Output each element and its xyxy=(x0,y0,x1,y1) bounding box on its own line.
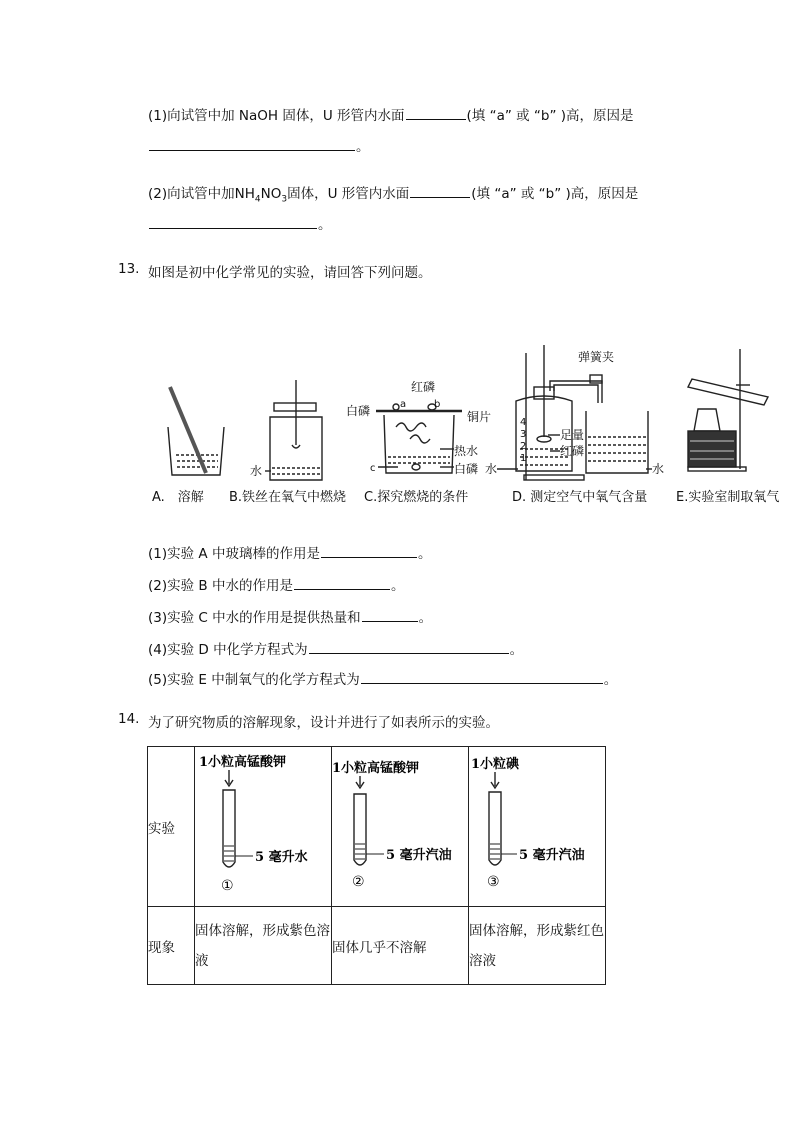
jar-b xyxy=(265,380,322,480)
figure-label-e: E.实验室制取氧气 xyxy=(676,490,780,505)
row-label: 现象 xyxy=(148,907,195,985)
q13-sub4: (4)实验 D 中化学方程式为 。 xyxy=(148,638,523,658)
row-label: 实验 xyxy=(148,747,195,907)
answer-blank[interactable] xyxy=(309,639,509,654)
label-water: 水 xyxy=(250,464,263,478)
label-a: a xyxy=(400,399,407,410)
question-number: 14. xyxy=(118,711,140,727)
label-hot-water: 热水 xyxy=(454,444,479,458)
reagent-label: 1小粒高锰酸钾 xyxy=(332,760,420,776)
beaker-c xyxy=(376,404,462,473)
label-water-d: 水 xyxy=(485,462,498,476)
scale-mark: 4 xyxy=(520,417,527,428)
answer-blank[interactable] xyxy=(149,214,317,229)
result-cell: 固体几乎不溶解 xyxy=(332,907,469,985)
reagent-label: 1小粒高锰酸钾 xyxy=(199,754,287,770)
table-row xyxy=(148,747,606,907)
figure-label-a: A. 溶解 xyxy=(152,490,204,505)
answer-blank[interactable] xyxy=(406,105,466,120)
q13-sub1: (1)实验 A 中玻璃棒的作用是 。 xyxy=(148,542,431,562)
question-stem: 如图是初中化学常见的实验，请回答下列问题。 xyxy=(148,265,432,281)
label-red-phosphorus: 红磷 xyxy=(411,380,436,394)
q13-sub2: (2)实验 B 中水的作用是 。 xyxy=(148,574,404,594)
experiment-cell-2 xyxy=(332,747,469,907)
q13-sub5: (5)实验 E 中制氧气的化学方程式为 。 xyxy=(148,668,617,688)
experiment-number: ③ xyxy=(487,873,500,890)
answer-blank[interactable] xyxy=(149,136,355,151)
label-spring-clip: 弹簧夹 xyxy=(578,350,615,364)
label-water-d-right: 水 xyxy=(652,462,665,476)
liquid-label: 5 毫升水 xyxy=(255,849,308,865)
liquid-label: 5 毫升汽油 xyxy=(519,847,585,863)
q13-sub3: (3)实验 C 中水的作用是提供热量和 。 xyxy=(148,606,432,626)
answer-blank[interactable] xyxy=(361,669,603,684)
figure-label-d: D. 测定空气中氧气含量 xyxy=(512,490,648,505)
liquid-label: 5 毫升汽油 xyxy=(386,847,452,863)
q12-part1: (1)向试管中加 NaOH 固体，U 形管内水面 (填 “a” 或 “b” )高，原因是 xyxy=(148,104,634,124)
scale-mark: 2 xyxy=(520,441,527,452)
q12-part1-reason: 。 xyxy=(148,135,370,155)
answer-blank[interactable] xyxy=(410,183,470,198)
question-number: 13. xyxy=(118,261,140,277)
experiment-number: ① xyxy=(221,877,234,894)
answer-blank[interactable] xyxy=(362,607,418,622)
table-row xyxy=(148,907,606,985)
label-white-phosphorus: 白磷 xyxy=(346,404,371,418)
question-stem: 为了研究物质的溶解现象，设计并进行了如表所示的实验。 xyxy=(148,715,499,731)
label-copper: 铜片 xyxy=(467,410,492,424)
scale-mark: 1 xyxy=(520,453,527,464)
figure-label-b: B.铁丝在氧气中燃烧 xyxy=(229,490,347,505)
label-b: b xyxy=(434,399,441,410)
beaker-a xyxy=(168,387,224,475)
result-cell: 固体溶解，形成紫色溶液 xyxy=(195,907,332,985)
label-c: c xyxy=(370,463,376,474)
figure-label-c: C.探究燃烧的条件 xyxy=(364,490,469,505)
reagent-label: 1小粒碘 xyxy=(471,756,520,772)
apparatus-e xyxy=(688,349,768,471)
experiment-cell-3 xyxy=(469,747,606,907)
answer-blank[interactable] xyxy=(294,575,390,590)
q12-part2-reason: 。 xyxy=(148,213,332,233)
label-enough: 足量 xyxy=(560,428,585,442)
answer-blank[interactable] xyxy=(321,543,417,558)
experiment-cell-1 xyxy=(195,747,332,907)
scale-mark: 3 xyxy=(520,429,527,440)
q12-part2: (2)向试管中加$NH_4NO_3$固体，U 形管内水面 (填 “a” 或 “b” )高，原因是 xyxy=(148,182,638,205)
experiment-number: ② xyxy=(352,873,365,890)
label-white-phosphorus-bottom: 白磷 xyxy=(454,462,479,476)
experiment-table xyxy=(147,746,606,985)
label-red-phosphorus-d: 红磷 xyxy=(560,444,585,458)
result-cell: 固体溶解，形成紫红色溶液 xyxy=(469,907,606,985)
experiment-figure xyxy=(140,345,794,485)
